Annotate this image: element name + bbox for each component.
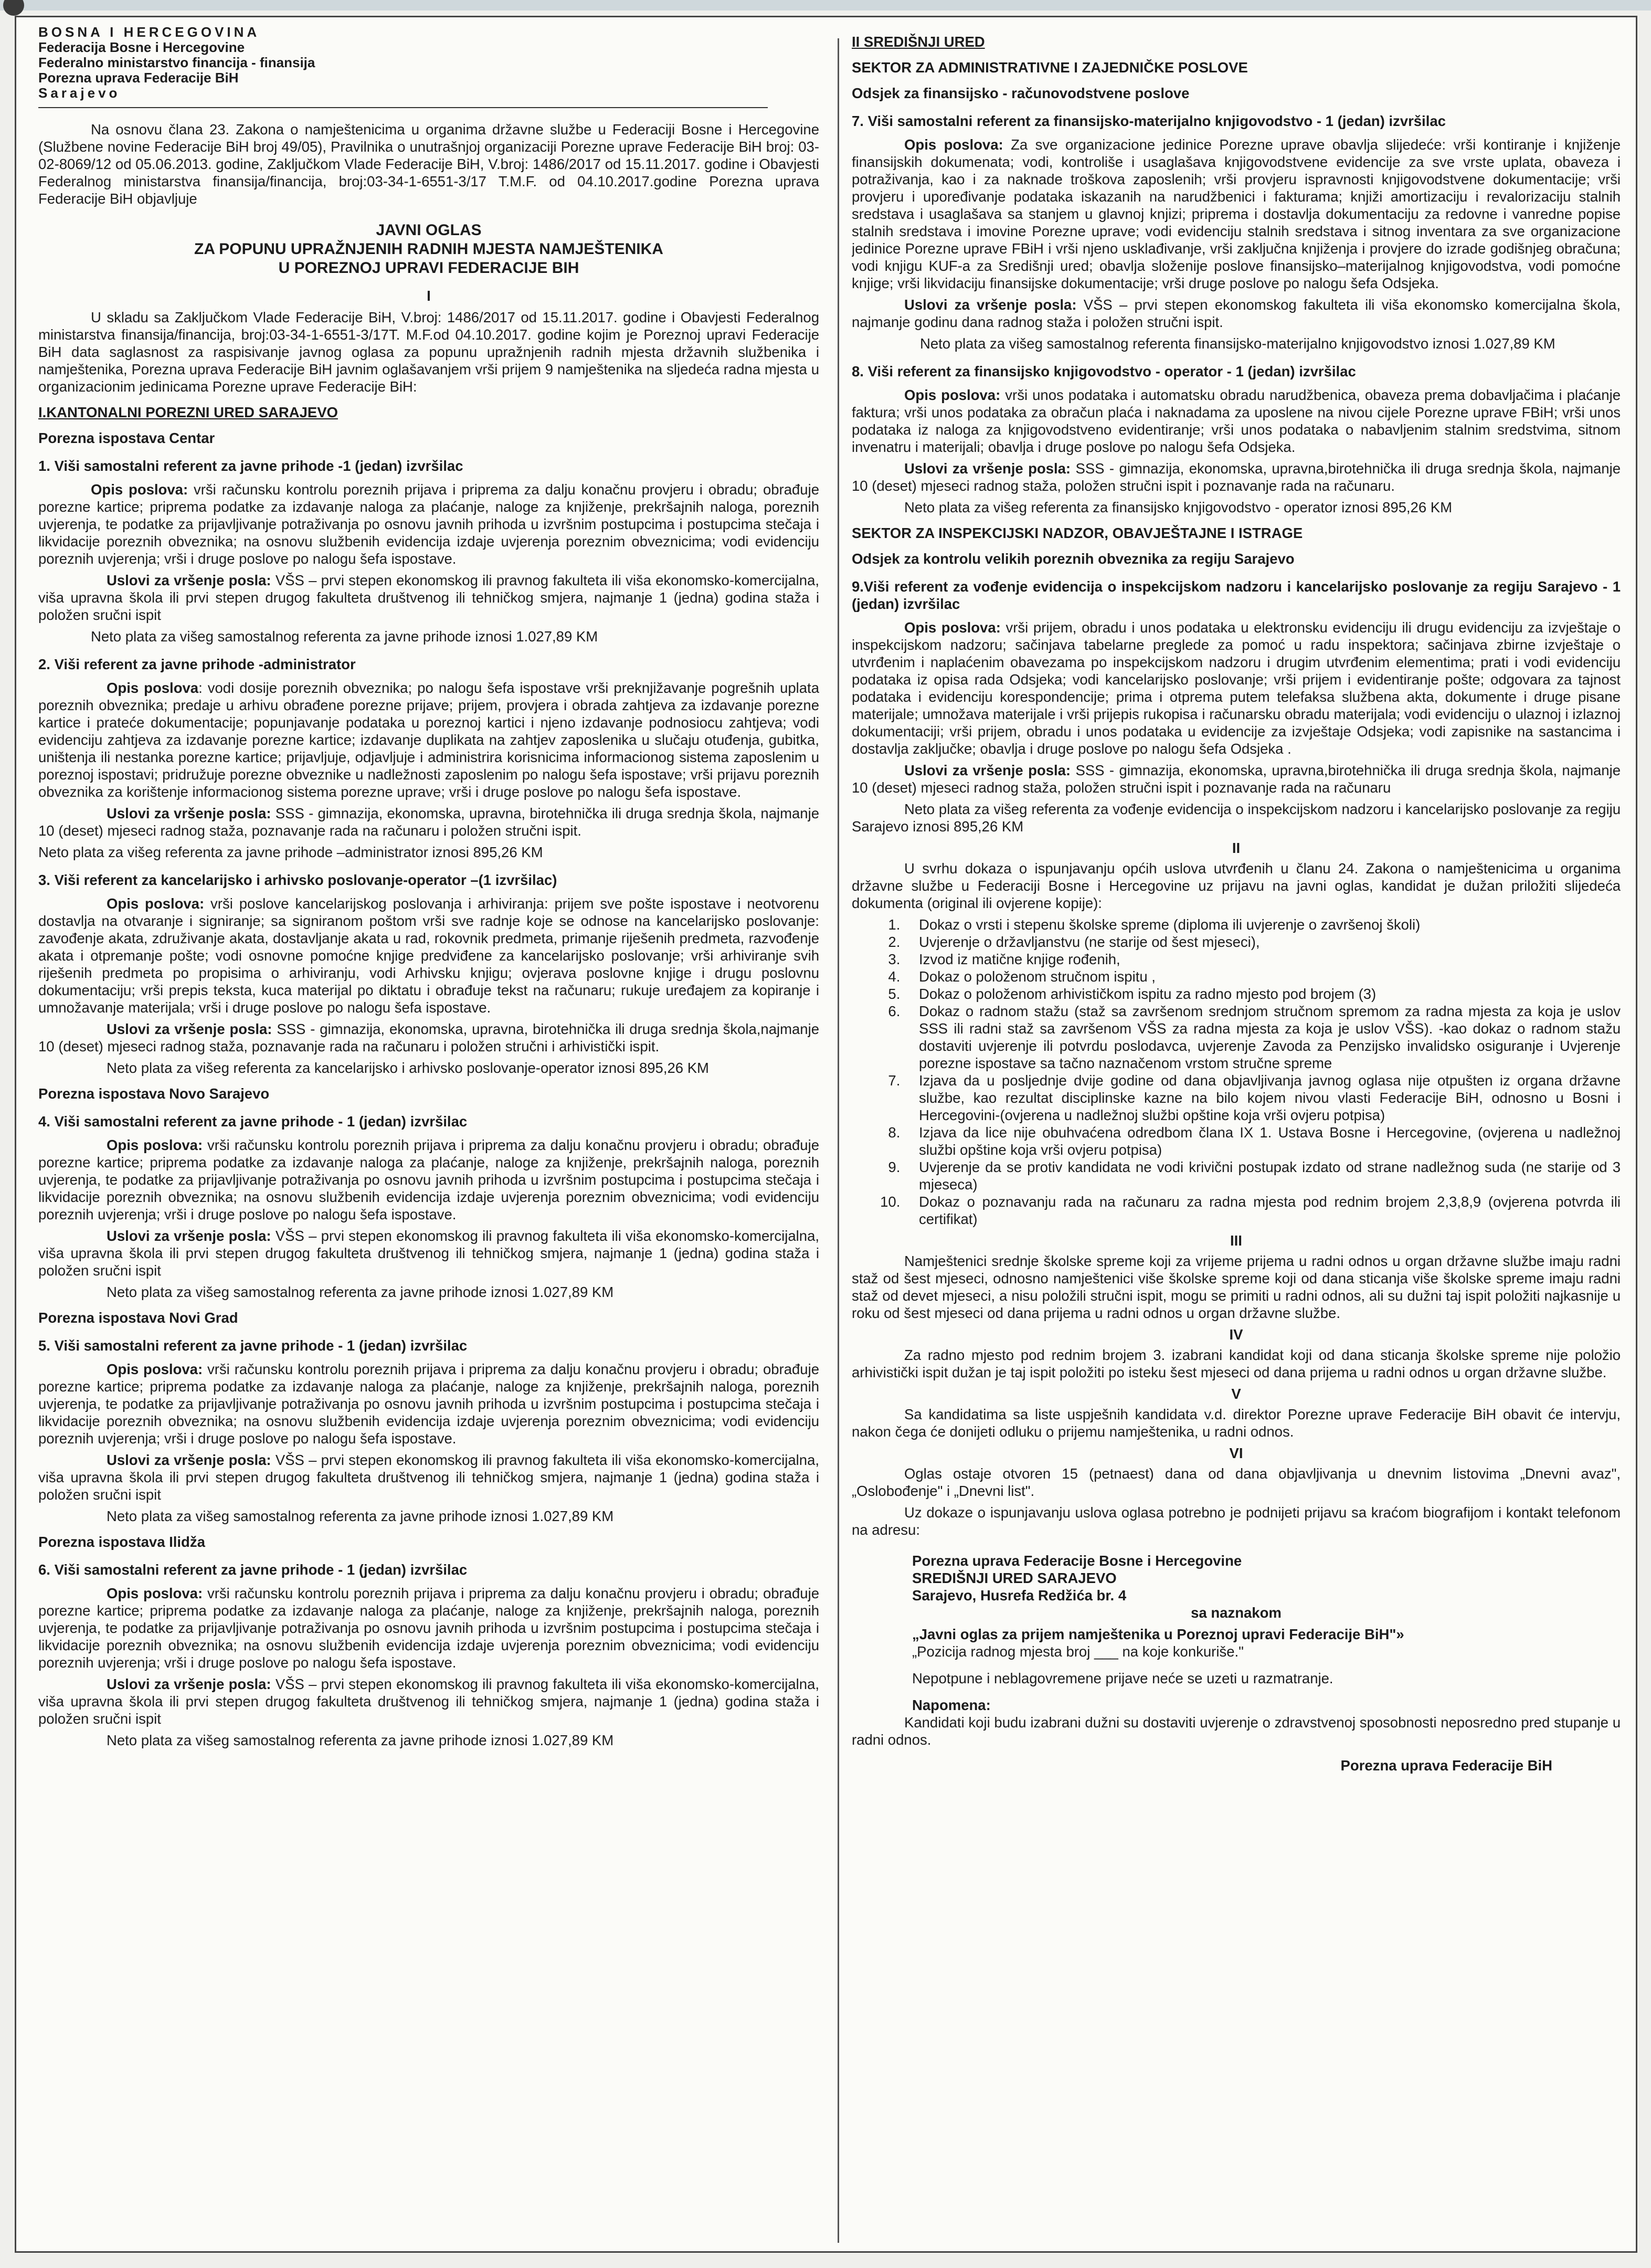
job-requirements (38, 1451, 819, 1503)
letterhead (38, 25, 819, 101)
job-requirements (38, 572, 819, 624)
opis-label: Opis poslova: (904, 387, 1001, 403)
job-description (38, 1360, 819, 1447)
section-text: U skladu sa Zaključkom Vlade Federacije BiH, V.broj: 1486/2017 od 15.11.2017. godine i Obavjesti Federalnog ministarstva finansija/financija, broj:03-34-1-6551-3/17T. M.F.od 04.10.2017. godine kojim je Poreznoj upravi Federacije BiH data saglasnost za raspisivanje javnog oglasa za popunu upražnjenih radnih mjesta državnih službenika i namještenika, Porezna uprava Federacije BiH javnim oglašavanjem vrši prijem 9 namještenika na sljedeća radna mjesta u organizacionim jedinicama Porezne uprave Federacije BiH: (38, 309, 819, 395)
section-text: Sa kandidatima sa liste uspješnih kandidata v.d. direktor Porezne uprave Federacije BiH obavit će intervju, nakon čega će donijeti odluku o prijemu namještenika, u radni odnos. (852, 1406, 1621, 1440)
uslovi-label: Uslovi za vršenje posla: (107, 805, 271, 821)
closing-note: Nepotpune i neblagovremene prijave neće se uzeti u razmatranje. (912, 1670, 1334, 1686)
job-title: 3. Viši referent za kancelarijsko i arhivsko poslovanje-operator –(1 izvršilac) (38, 872, 557, 888)
opis-label: Opis poslova (107, 680, 199, 696)
right-column (852, 25, 1621, 2245)
branch-heading: Porezna ispostava Centar (38, 430, 215, 446)
job-title: 7. Viši samostalni referent za finansijsko-materijalno knjigovodstvo - 1 (jedan) izvršilac (852, 113, 1446, 129)
required-documents-list (852, 916, 1621, 1228)
office-heading: I.KANTONALNI POREZNI URED SARAJEVO (38, 404, 338, 420)
section-text: Namještenici srednje školske spreme koji za vrijeme prijema u radni odnos u organ državne službe imaju radni staž od šest mjeseci, odnosno namještenici više školske spreme koji od dana sticanja više školske spreme imaju radni staž od devet mjeseci, a nisu položili stručni ispit, mogu se primiti u radni odnos, ali su dužni taj ispit položiti najkasnije u roku od šest mjeseci od dana prijema u radni odnos u organ državne službe. (852, 1253, 1621, 1321)
job-requirements (852, 762, 1621, 796)
letterhead-line: Federalno ministarstvo financija - finansija (38, 55, 315, 70)
list-item: 6. Dokaz o radnom stažu (staž sa završenom srednjom stručnom spremom za radna mjesta za koja je uslov SSS ili radni staž sa završenom VŠS za radna mjesta za koja je uslov VŠS). -kao dokaz o radnom stažu dostaviti uvjerenje ili potvrdu poslodavca, uvjerenje Zavoda za Penzijsko invalidsko osiguranje i Uvjerenje porezne ispostave sa tačno naznačenom vrstom stručne spreme (904, 1003, 1621, 1072)
letterhead-line: Sarajevo (38, 85, 121, 101)
uslovi-label: Uslovi za vršenje posla: (904, 460, 1071, 477)
address-line: Sarajevo, Husrefa Redžića br. 4 (912, 1587, 1127, 1604)
letterhead-rule (38, 107, 768, 108)
job-title: 5. Viši samostalni referent za javne prihode - 1 (jedan) izvršilac (38, 1337, 468, 1354)
opis-label: Opis poslova: (91, 481, 188, 498)
job-salary: Neto plata za višeg referenta za javne prihode –administrator iznosi 895,26 KM (38, 844, 543, 860)
letterhead-line: Federacija Bosne i Hercegovine (38, 39, 245, 55)
job-title: 1. Viši samostalni referent za javne prihode -1 (jedan) izvršilac (38, 458, 463, 474)
opis-text: : vodi dosije poreznih obveznika; po nalogu šefa ispostave vrši preknjižavanje pogrešnih uplata poreznih obveznika; predaje u arhivu obrađene porezne prijave; prijem, provjera i obrada zahtjeva za izdavanje porezne kartice i prateće dokumentacije; popunjavanje podataka u poreznoj kartici i njeno izdavanje podnosiocu zahtjeva; vodi evidenciju zahtjeva za izdavanje porezne kartice; izdavanje duplikata na zahtjev zaposlenika u slučaju otuđenja, gubitka, uništenja ili nestanka porezne kartice; prijavljuje, odjavljuje i administrira korisnicima informacionog sistema zaposlenim u poreznoj ispostavi; pridružuje porezne obveznike u nadležnosti zaposlenim po nalogu šefa ispostave; vrši prijavu poreznih obveznika za korištenje informacionog sistema porezne uprave; vrši i druge poslove po nalogu šefa ispostave. (38, 680, 819, 800)
list-item: 5. Dokaz o položenom arhivističkom ispitu za radno mjesto pod brojem (3) (904, 985, 1621, 1003)
opis-text: vrši unos podataka i automatsku obradu narudžbenica, obaveza prema dobavljačima i plaćanje faktura; vrši unos podataka za obračun plaća i naknadama za uposlene na nivou cijele Porezne uprave FBiH; vrši unos podataka iz naloga za knjigovodstveno evidentiranje; vrši unos podataka o nabavljenim stalnim sredstvima, sitnom invenatru i materijali; obavlja i druge poslove po nalogu šefa Odsjeka. (852, 387, 1621, 455)
job-requirements (852, 296, 1621, 331)
job-salary: Neto plata za višeg samostalnog referenta finansijsko-materijalno knjigovodstvo iznosi 1.027,89 KM (920, 335, 1555, 352)
opis-label: Opis poslova: (904, 136, 1003, 153)
opis-text: vrši poslove kancelarijskog poslovanja i arhiviranja: prijem sve pošte ispostave i neotvorenu dostavlja na otvaranje i signiranje; sa signiranom poštom vrši sve radnje koje se odnose na kancelarijsko poslovanje: zavođenje akata, združivanje akata, dostavljanje akata u rad, rokovnik predmeta, primanje riješenih predmeta, razvođenje akata i otpremanje pošte; vodi osnovne pomoćne knjige predviđene za kancelarijsko poslovanje; vrši arhiviranje svih riješenih predmeta po propisima o arhiviranju, vodi Arhivsku knjigu; ovjerava poslovne knjige i drugu poslovnu dokumentaciju; vrši prepis teksta, kuca materijal po diktatu i obrađuje tekst na računaru; rukuje uređajem za kopiranje i umnožavanje materijala; vrši i druge poslove po nalogu šefa ispostave. (38, 895, 819, 1016)
job-description (852, 136, 1621, 292)
department-heading: Odsjek za kontrolu velikih poreznih obveznika za regiju Sarajevo (852, 551, 1295, 567)
job-description (852, 619, 1621, 757)
uslovi-text: VŠS – prvi stepen ekonomskog ili pravnog fakulteta ili viša ekonomsko-komercijalna, viša upravna škola ili prvi stepen drugog fakulteta društvenog ili tehničkog smjera, najmanje 1 (jedna) godina staža i položen sručni ispit (38, 1452, 819, 1503)
opis-label: Opis poslova: (107, 1137, 203, 1153)
column-divider (838, 38, 839, 2243)
job-requirements (852, 460, 1621, 494)
job-salary: Neto plata za višeg samostalnog referenta za javne prihode iznosi 1.027,89 KM (107, 1508, 614, 1524)
section-numeral: VI (1229, 1445, 1243, 1461)
napomena-text: Kandidati koji budu izabrani dužni su dostaviti uvjerenje o zdravstvenoj sposobnosti neposredno pred stupanje u radni odnos. (852, 1714, 1621, 1748)
uslovi-text: VŠS – prvi stepen ekonomskog fakulteta ili viša ekonomsko komercijalna škola, najmanje godinu dana radnog staža i položen stručni ispit. (852, 297, 1621, 330)
opis-text: vrši računsku kontrolu poreznih prijava i priprema za dalju konačnu provjeru i obradu; obrađuje porezne kartice; priprema podatke za izdavanje naloga za plaćanje, naloge za knjiženje, prekršajnih naloga, poreznih uvjerenja, te podatke za prijavljivanje potraživanja po osnovu javnih prihoda u izvršnim postupcima i postupcima stečaja i likvidacije poreznih obveznika; na osnovu službenih evidencija izdaje uvjerenja poreznim obveznicima; vodi evidenciju poreznih uvjerenja; vrši i druge poslove po nalogu šefa ispostave. (38, 1137, 819, 1222)
uslovi-label: Uslovi za vršenje posla: (107, 1228, 271, 1244)
uslovi-text: VŠS – prvi stepen ekonomskog ili pravnog fakulteta ili viša ekonomsko-komercijalna, viša upravna škola ili prvi stepen drugog fakulteta društvenog ili tehničkog smjera, najmanje 1 (jedna) godina staža i položen sručni ispit (38, 572, 819, 623)
section-text: Uz dokaze o ispunjavanju uslova oglasa potrebno je podnijeti prijavu sa kraćom biografijom i kontakt telefonom na adresu: (852, 1504, 1621, 1538)
job-salary: Neto plata za višeg samostalnog referenta za javne prihode iznosi 1.027,89 KM (107, 1732, 614, 1748)
job-title: 2. Viši referent za javne prihode -administrator (38, 656, 356, 672)
signature: Porezna uprava Federacije BiH (1340, 1757, 1552, 1774)
uslovi-label: Uslovi za vršenje posla: (107, 1452, 271, 1468)
section-numeral: IV (1229, 1326, 1243, 1343)
opis-label: Opis poslova: (904, 619, 1001, 636)
opis-label: Opis poslova: (107, 895, 205, 912)
job-description (38, 895, 819, 1016)
list-item: 7. Izjava da u posljednje dvije godine od dana objavljivanja javnog oglasa nije otpušten iz organa državne službe, kao rezultat disciplinske kazne na bilo kojem nivou vlasti Federacije BiH, odnosno u Bosni i Hercegovini-(ovjerena u nadležnoj službi opštine koja vrši ovjeru potpisa) (904, 1072, 1621, 1124)
section-numeral: V (1231, 1386, 1241, 1402)
opis-label: Opis poslova: (107, 1361, 203, 1377)
uslovi-label: Uslovi za vršenje posla: (904, 297, 1077, 313)
job-title: 4. Viši samostalni referent za javne prihode - 1 (jedan) izvršilac (38, 1113, 468, 1130)
opis-text: vrši računsku kontrolu poreznih prijava i priprema za dalju konačnu provjeru i obradu; obrađuje porezne kartice; priprema podatke za izdavanje naloga za plaćanje, naloge za knjiženje, prekršajnih naloga, poreznih uvjerenja, te podatke za prijavljivanje potraživanja po osnovu javnih prihoda u izvršnim postupcima i postupcima stečaja i likvidacije poreznih obveznika; na osnovu službenih evidencija izdaje uvjerenja poreznim obveznicima; vodi evidenciju poreznih uvjerenja; vrši i druge poslove po nalogu šefa ispostave. (38, 481, 819, 567)
list-item: 3. Izvod iz matične knjige rođenih, (904, 951, 1621, 968)
job-salary: Neto plata za višeg referenta za finansijsko knjigovodstvo - operator iznosi 895,26 KM (904, 499, 1453, 515)
section-numeral: II (1232, 840, 1241, 856)
address-line: Porezna uprava Federacije Bosne i Hercegovine (912, 1553, 1242, 1569)
section-text: Za radno mjesto pod rednim brojem 3. izabrani kandidat koji od dana sticanja školske spreme nije položio arhivistički ispit dužan je taj ispit položiti po isteku šest mjeseci od dana prijema u radni odnos u organ državne službe. (852, 1347, 1621, 1380)
address-line: SREDIŠNJI URED SARAJEVO (912, 1570, 1117, 1586)
job-requirements (38, 1675, 819, 1727)
job-description (38, 679, 819, 800)
opis-label: Opis poslova: (107, 1585, 203, 1601)
job-description (852, 386, 1621, 456)
opis-text: vrši računsku kontrolu poreznih prijava i priprema za dalju konačnu provjeru i obradu; obrađuje porezne kartice; priprema podatke za izdavanje naloga za plaćanje, naloge za knjiženje, prekršajnih naloga, poreznih uvjerenja, te podatke za prijavljivanje potraživanja po osnovu javnih prihoda u izvršnim postupcima i postupcima stečaja i likvidacije poreznih obveznika; na osnovu službenih evidencija izdaje uvjerenja poreznim obveznicima; vodi evidenciju poreznih uvjerenja; vrši i druge poslove po nalogu šefa ispostave. (38, 1361, 819, 1447)
page-marker-dot (3, 0, 24, 16)
uslovi-label: Uslovi za vršenje posla: (107, 572, 271, 588)
sector-heading: SEKTOR ZA INSPEKCIJSKI NADZOR, OBAVJEŠTAJNE I ISTRAGE (852, 525, 1303, 541)
list-item: 8. Izjava da lice nije obuhvaćena odredbom člana IX 1. Ustava Bosne i Hercegovine, (ovjerena u nadležnoj službi opštine koja vrši ovjeru potpisa) (904, 1124, 1621, 1158)
branch-heading: Porezna ispostava Ilidža (38, 1534, 205, 1550)
sector-heading: SEKTOR ZA ADMINISTRATIVNE I ZAJEDNIČKE POSLOVE (852, 59, 1248, 76)
document-title: JAVNI OGLAS (376, 221, 482, 239)
office-heading: II SREDIŠNJI URED (852, 34, 985, 50)
section-text: Oglas ostaje otvoren 15 (petnaest) dana od dana objavljivanja u dnevnim listovima „Dnevni avaz", „Oslobođenje" i „Dnevni list". (852, 1465, 1621, 1499)
uslovi-label: Uslovi za vršenje posla: (107, 1676, 271, 1692)
list-item: 2. Uvjerenje o državljanstvu (ne starije od šest mjeseci), (904, 933, 1621, 951)
job-title: 8. Viši referent za finansijsko knjigovodstvo - operator - 1 (jedan) izvršilac (852, 363, 1356, 379)
opis-text: Za sve organizacione jedinice Porezne uprave obavlja slijedeće: vrši kontiranje i knjiženje finansijskih dokumenata; vodi, kontroliše i usaglašava knjigovodstvene evidencije za sve vrste uplata, obaveza i potraživanja, kao i za naknade troškova zaposlenih; vrši provjeru ispravnosti knjigovodstvene dokumentacije; vrši provjeru i upoređivanje podataka iskazanih na narudžbenici i fakturama; knjiži amortizaciju i revalorizaciju stalnih sredstava i usaglašava sa stanjem u glavnoj knjizi; priprema i dostavlja dokumentaciju za redovne i vanredne popise stalnih sredstava i imovine Porezne uprave; vodi evidenciju stalnih sredstava i sitnog inventara za sve organizacione jedinice Porezne uprave FBiH i vrši njeno usklađivanje, vrši zaključna knjiženja i provjere do izrade godišnjeg obračuna; vodi knjigu KUF-a za Središnji ured; obavlja složenije poslove finansijsko–materijalnog knjigovodstva, vodi pomoćne knjige; vrši likvidaciju finansijske dokumentacije; vrši druge poslove po nalogu šefa Odsjeka. (852, 136, 1621, 291)
uslovi-text: VŠS – prvi stepen ekonomskog ili pravnog fakulteta ili viša ekonomsko-komercijalna, viša upravna škola ili prvi stepen drugog fakulteta društvenog ili tehničkog smjera, najmanje 1 (jedna) godina staža i položen sručni ispit (38, 1228, 819, 1279)
job-title: 9.Viši referent za vođenje evidencija o inspekcijskom nadzoru i kancelarijsko poslovanje za regiju Sarajevo - 1 (jedan) izvršilac (852, 578, 1621, 612)
uslovi-text: SSS - gimnazija, ekonomska, upravna,birotehnička ili druga srednja škola, najmanje 10 (deset) mjeseci radnog staža, položen stručni ispit i poznavanje rada na računaru. (852, 460, 1621, 494)
department-heading: Odsjek za finansijsko - računovodstvene poslove (852, 85, 1190, 101)
uslovi-label: Uslovi za vršenje posla: (904, 762, 1071, 778)
address-line: „Javni oglas za prijem namještenika u Poreznoj upravi Federacije BiH"» (912, 1626, 1404, 1642)
branch-heading: Porezna ispostava Novi Grad (38, 1310, 238, 1326)
opis-text: vrši računsku kontrolu poreznih prijava i priprema za dalju konačnu provjeru i obradu; obrađuje porezne kartice; priprema podatke za izdavanje naloga za plaćanje, naloge za knjiženje, prekršajnih naloga, poreznih uvjerenja, te podatke za prijavljivanje potraživanja po osnovu javnih prihoda u izvršnim postupcima i postupcima stečaja i likvidacije poreznih obveznika; na osnovu službenih evidencija izdaje uvjerenja poreznim obveznicima; vodi evidenciju poreznih uvjerenja; vrši i druge poslove po nalogu šefa ispostave. (38, 1585, 819, 1671)
job-salary: Neto plata za višeg referenta za kancelarijsko i arhivsko poslovanje-operator iznosi 895,26 KM (107, 1060, 709, 1076)
branch-heading: Porezna ispostava Novo Sarajevo (38, 1085, 270, 1102)
job-requirements (38, 1020, 819, 1055)
list-item: 10. Dokaz o poznavanju rada na računaru za radna mjesta pod rednim brojem 2,3,8,9 (ovjerena potvrda ili certifikat) (904, 1193, 1621, 1228)
document-subtitle: U POREZNOJ UPRAVI FEDERACIJE BIH (278, 259, 579, 277)
section-numeral: III (1230, 1232, 1242, 1249)
napomena-label: Napomena: (912, 1697, 991, 1713)
job-title: 6. Viši samostalni referent za javne prihode - 1 (jedan) izvršilac (38, 1562, 468, 1578)
list-item: 4. Dokaz o položenom stručnom ispitu , (904, 968, 1621, 985)
job-salary: Neto plata za višeg samostalnog referenta za javne prihode iznosi 1.027,89 KM (107, 1284, 614, 1300)
job-salary: Neto plata za višeg referenta za vođenje evidencija o inspekcijskom nadzoru i kancelarijsko poslovanje za regiju Sarajevo iznosi 895,26 KM (852, 801, 1621, 835)
uslovi-text: SSS - gimnazija, ekonomska, upravna,birotehnička ili druga srednja škola, najmanje 10 (deset) mjeseci radnog staža, položen stručni ispit i poznavanje rada na računaru (852, 762, 1621, 796)
job-description (38, 1585, 819, 1671)
uslovi-text: VŠS – prvi stepen ekonomskog ili pravnog fakulteta ili viša ekonomsko-komercijalna, viša upravna škola ili prvi stepen drugog fakulteta društvenog ili tehničkog smjera, najmanje 1 (jedna) godina staža i položen sručni ispit (38, 1676, 819, 1727)
left-column (38, 25, 819, 2245)
intro-paragraph: Na osnovu člana 23. Zakona o namještenicima u organima državne službe u Federaciji Bosne i Hercegovine (Službene novine Federacije BiH broj 49/05), Pravilnika o unutrašnjoj organizaciji Porezne uprave Federacije BiH broj: 03-02-8069/12 od 05.06.2013. godine, Zaključkom Vlade Federacije BiH, V.broj: 1486/2017 od 15.11.2017. godine i Obavjesti Federalnog ministarstva finansija/financija, broj:03-34-1-6551-3/17 T.M.F. od 04.10.2017.godine Porezna uprava Federacije BiH objavljuje (38, 121, 819, 207)
document-subtitle: ZA POPUNU UPRAŽNJENIH RADNIH MJESTA NAMJEŠTENIKA (194, 240, 663, 258)
uslovi-text: SSS - gimnazija, ekonomska, upravna, birotehnička ili druga srednja škola,najmanje 10 (deset) mjeseci radnog staža, poznavanje rada na računaru i položen stručni i arhivistički ispit. (38, 1021, 819, 1054)
section-numeral: I (427, 288, 431, 304)
opis-text: vrši prijem, obradu i unos podataka u elektronsku evidenciju ili drugu evidenciju za izvještaje o inspekcijskom nadzoru; sačinjava tabelarne preglede za pomoć u radu inspektora; sačinjava zbirne izvještaje o utvrđenim i naplaćenim obavezama po inspekcijskom nadzoru i drugim utvrđenim elementima; prati i vodi evidenciju podataka iz opisa rada Odsjeka; vodi kancelarijsko poslovanje; vrši prijem i evidentiranje pošte; odgovara za tajnost podataka i evidenciju korespondencije; prima i otprema putem telefaksa službena akta, dokumente i druge pisane materijale; umnožava materijale i vrši prijepis rukopisa i računarsku obradu materijala; vodi evidenciju o ulaznoj i izlaznoj dokumentaciji; vrši prijem, obradu i unos podataka u evidencije za izvještaje Odsjeka; vodi zapisnike na sastancima i dostavlja zaključke; obavlja i druge poslove po nalogu šefa Odsjeka . (852, 619, 1621, 757)
newspaper-ad-sheet (15, 16, 1637, 2253)
top-band (0, 0, 1651, 10)
job-salary: Neto plata za višeg samostalnog referenta za javne prihode iznosi 1.027,89 KM (91, 628, 598, 645)
letterhead-line: Porezna uprava Federacije BiH (38, 70, 239, 86)
list-item: 9. Uvjerenje da se protiv kandidata ne vodi krivični postupak izdato od strane nadležnog suda (ne starije od 3 mjeseca) (904, 1158, 1621, 1193)
letterhead-line: BOSNA I HERCEGOVINA (38, 25, 260, 40)
section-text: U svrhu dokaza o ispunjavanju općih uslova utvrđenih u članu 24. Zakona o namještenicima u organima državne službe u Federaciji Bosne i Hercegovine uz prijavu na javni oglas, kandidat je dužan priložiti slijedeća dokumenta (original ili ovjerene kopije): (852, 860, 1621, 911)
uslovi-label: Uslovi za vršenje posla: (107, 1021, 272, 1037)
job-requirements (38, 805, 819, 839)
uslovi-text: SSS - gimnazija, ekonomska, upravna, birotehnička ili druga srednja škola, najmanje 10 (deset) mjeseci radnog staža, poznavanje rada na računaru i položen stručni ispit. (38, 805, 819, 839)
address-line: „Pozicija radnog mjesta broj ___ na koje konkuriše." (912, 1643, 1244, 1660)
job-description (38, 1136, 819, 1223)
list-item: 1. Dokaz o vrsti i stepenu školske spreme (diploma ili uvjerenje o završenoj školi) (904, 916, 1621, 933)
job-requirements (38, 1227, 819, 1279)
job-description (38, 481, 819, 567)
address-line: sa naznakom (1191, 1605, 1282, 1621)
